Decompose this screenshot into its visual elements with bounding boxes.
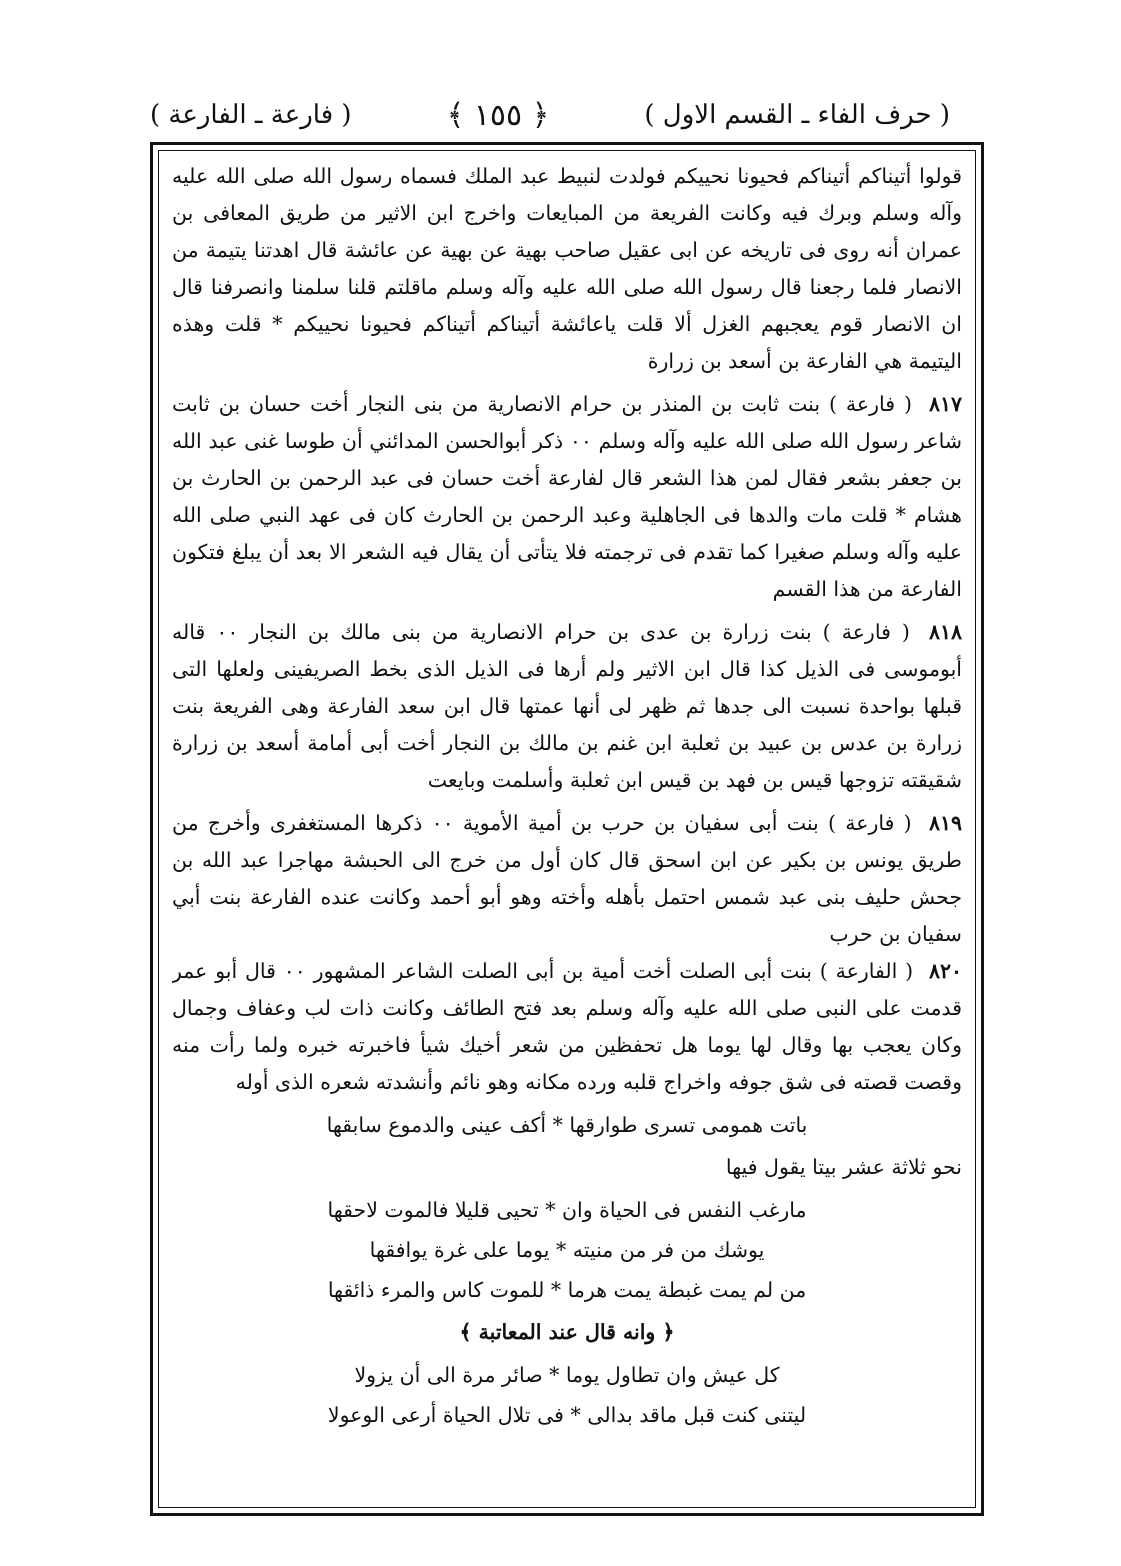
poem-verse-1 — [172, 1105, 962, 1145]
entry-text: ( فارعة ) بنت أبى سفيان بن حرب بن أمية الأموية ٠٠ ذكرها المستغفرى وأخرج من طريق يونس بن بكير عن ابن اسحق قال كان أول من خرج الى الحبشة مهاجرا عبد الله بن جحش حليف بنى عبد شمس احتمل بأهله وأخته وهو أبو أحمد وكانت عنده الفارعة بنت أبي سفيان بن حرب — [172, 811, 962, 946]
verse-intro: نحو ثلاثة عشر بيتا يقول فيها — [725, 1155, 962, 1179]
entry-number: ٨٢٠ — [928, 959, 962, 983]
verse-line: يوشك من فر من منيته * يوما على غرة يوافقها — [369, 1238, 765, 1262]
page-number: ﴿ ١٥٥ ﴾ — [446, 97, 550, 133]
verse-line: مارغب النفس فى الحياة وان * تحيى قليلا فالموت لاحقها — [327, 1198, 807, 1222]
verse-line: من لم يمت غبطة يمت هرما * للموت كاس والمرء ذائقها — [327, 1278, 807, 1302]
verse-line: كل عيش وان تطاول يوما * صائر مرة الى أن يزولا — [354, 1363, 780, 1387]
entry-820 — [172, 953, 962, 1101]
verse-line: باتت همومى تسرى طوارقها * أكف عينى والدموع سابقها — [326, 1113, 808, 1137]
poem-verses-2 — [172, 1190, 962, 1310]
subheading: ﴿ وانه قال عند المعاتبة ﴾ — [459, 1320, 675, 1344]
entry-817 — [172, 386, 962, 608]
verse-line: ليتنى كنت قبل ماقد بدالى * فى تلال الحياة أرعى الوعولا — [327, 1403, 807, 1427]
intro-paragraph: قولوا أتيناكم أتيناكم فحيونا نحييكم فولدت لنبيط عبد الملك فسماه رسول الله صلى الله عليه وآله وسلم وبرك فيه وكانت الفريعة من المبايعات واخرج ابن الاثير من طريق المعافى بن عمران أنه روى فى تاريخه عن ابى عقيل صاحب بهية عن بهية عن عائشة قال اهدتنا يتيمة من الانصار فلما رجعنا قال رسول الله صلى الله عليه وآله وسلم ماقلتم قلنا سلمنا وانصرفنا قال ان الانصار قوم يعجبهم الغزل ألا قلت ياعائشة أتيناكم أتيناكم فحيونا نحييكم * قلت وهذه اليتيمة هي الفارعة بن أسعد بن زرارة — [172, 164, 962, 373]
page-header — [150, 92, 950, 138]
section-title: ( حرف الفاء ـ القسم الاول ) — [644, 100, 950, 130]
poem-verses-3 — [172, 1355, 962, 1435]
page-body — [172, 158, 962, 1503]
entry-text: ( فارعة ) بنت ثابت بن المنذر بن حرام الانصارية من بنى النجار أخت حسان بن ثابت شاعر رسول الله صلى الله عليه وآله وسلم ٠٠ ذكر أبوالحسن المدائني أن طوسا غنى عبد الله بن جعفر بشعر فقال لمن هذا الشعر قال لفارعة أخت حسان فى عبد الرحمن بن الحارث بن هشام * قلت مات والدها فى الجاهلية وعبد الرحمن بن الحارث كان فى عهد النبي صلى الله عليه وآله وسلم صغيرا كما تقدم فى ترجمته فلا يتأتى أن يقال فيه الشعر الا بعد أن يبلغ فتكون الفارعة من هذا القسم — [172, 392, 962, 601]
entry-number: ٨١٩ — [928, 811, 962, 835]
entry-text: ( فارعة ) بنت زرارة بن عدى بن حرام الانصارية من بنى مالك بن النجار ٠٠ قاله أبوموسى فى الذيل كذا قال ابن الاثير ولم أرها فى الذيل الذى بخط الصريفينى ولعلها التى قبلها بواحدة نسبت الى جدها ثم ظهر لى أنها عمتها قال ابن سعد الفارعة وهى الفريعة بنت زرارة بن عدس بن عبيد بن ثعلبة ابن غنم بن مالك بن النجار أخت أبى أمامة أسعد بن زرارة شقيقته تزوجها قيس بن فهد بن قيس ابن ثعلبة وأسلمت وبايعت — [172, 620, 962, 792]
entry-819 — [172, 805, 962, 953]
entry-text: ( الفارعة ) بنت أبى الصلت أخت أمية بن أبى الصلت الشاعر المشهور ٠٠ قال أبو عمر قدمت على النبى صلى الله عليه وآله وسلم بعد فتح الطائف وكانت ذات لب وعفاف وجمال وكان يعجب بها وقال لها يوما هل تحفظين من شعر أخيك شيأ فاخبرته خبره ولما رأت منه وقصت قصته فى شق جوفه واخراج قلبه ورده مكانه وهو نائم وأنشدته شعره الذى أوله — [172, 959, 962, 1094]
entry-818 — [172, 614, 962, 799]
entry-range-title: ( فارعة ـ الفارعة ) — [150, 100, 352, 130]
entry-number: ٨١٨ — [928, 620, 962, 644]
entry-number: ٨١٧ — [928, 392, 962, 416]
